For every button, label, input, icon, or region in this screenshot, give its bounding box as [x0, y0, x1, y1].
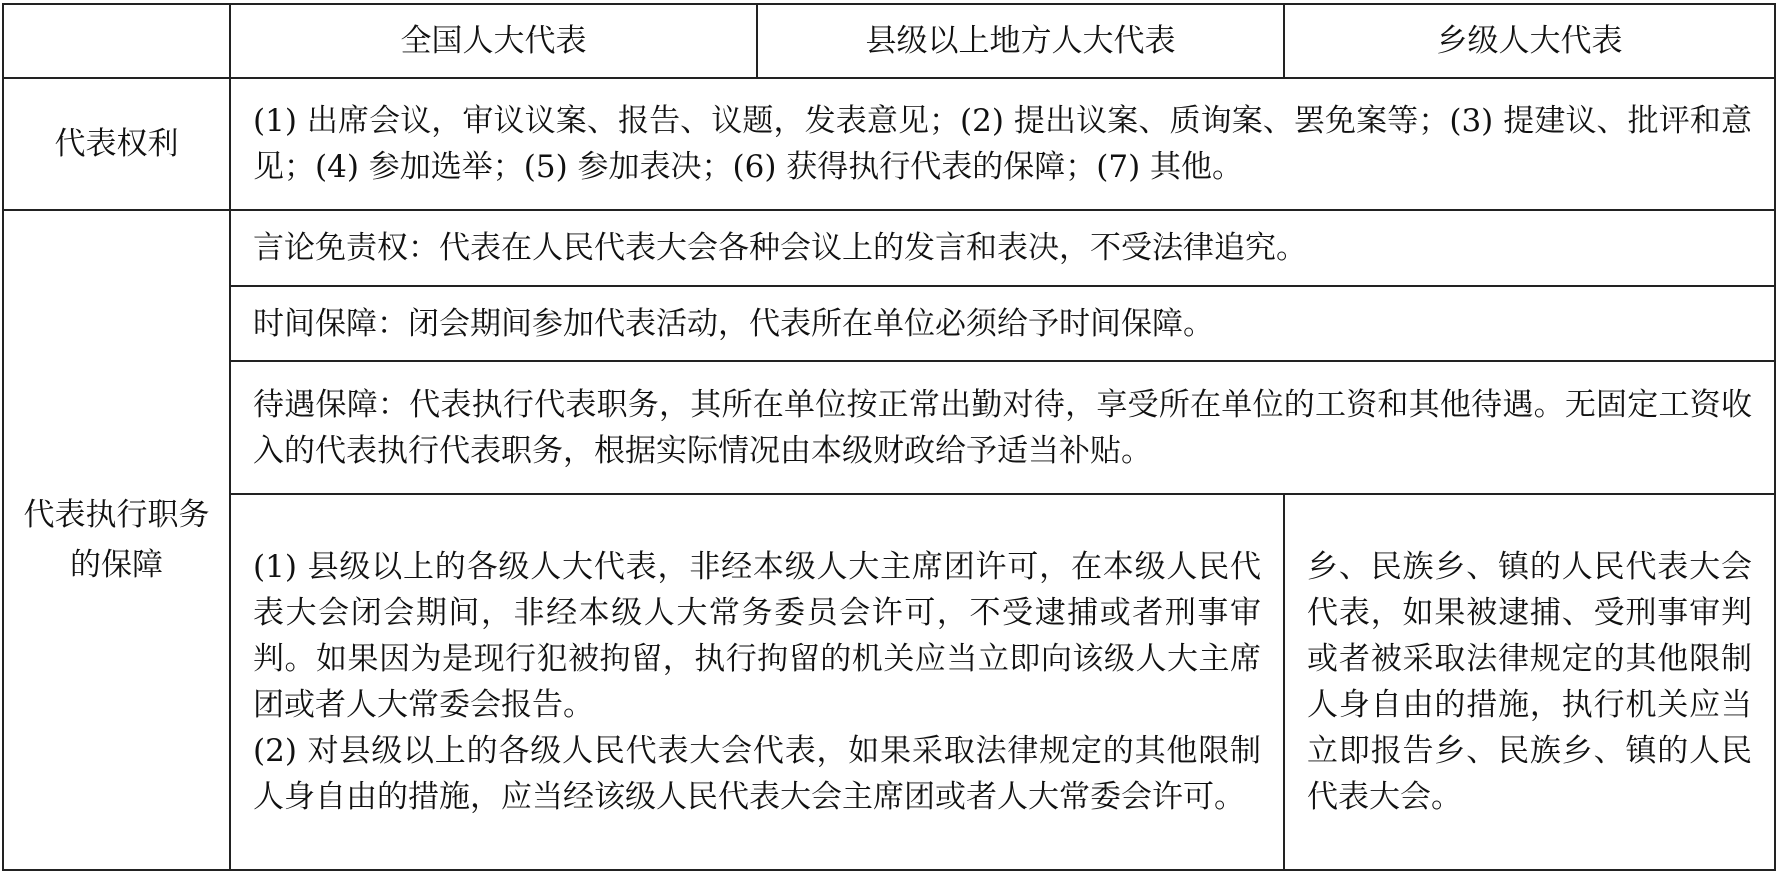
immunity-row — [3, 210, 1775, 286]
arrest-row — [3, 494, 1775, 870]
rights-text: (1) 出席会议，审议议案、报告、议题，发表意见；(2) 提出议案、质询案、罢免案等；(3) 提建议、批评和意见；(4) 参加选举；(5) 参加表决；(6) 获得执行代表的保障；(7) 其他。 — [230, 78, 1775, 210]
arrest-county-paragraph-1: (1) 县级以上的各级人大代表，非经本级人大主席团许可，在本级人民代表大会闭会期间，非经本级人大常务委员会许可，不受逮捕或者刑事审判。如果因为是现行犯被拘留，执行拘留的机关应当立即向该级人大主席团或者人大常委会报告。 — [253, 549, 1261, 723]
guarantees-label: 代表执行职务的保障 — [3, 210, 230, 870]
header-county: 县级以上地方人大代表 — [757, 4, 1284, 78]
header-township: 乡级人大代表 — [1284, 4, 1775, 78]
arrest-county-paragraph-2: (2) 对县级以上的各级人民代表大会代表，如果采取法律规定的其他限制人身自由的措施，应当经该级人民代表大会主席团或者人大常委会许可。 — [253, 733, 1261, 815]
header-national: 全国人大代表 — [230, 4, 757, 78]
header-corner-cell — [3, 4, 230, 78]
arrest-township-cell: 乡、民族乡、镇的人民代表大会代表，如果被逮捕、受刑事审判或者被采取法律规定的其他限制人身自由的措施，执行机关应当立即报告乡、民族乡、镇的人民代表大会。 — [1284, 494, 1775, 870]
time-text: 时间保障：闭会期间参加代表活动，代表所在单位必须给予时间保障。 — [230, 286, 1775, 361]
rights-label: 代表权利 — [3, 78, 230, 210]
treatment-row — [3, 361, 1775, 494]
time-row — [3, 286, 1775, 361]
header-row — [3, 4, 1775, 78]
treatment-text: 待遇保障：代表执行代表职务，其所在单位按正常出勤对待，享受所在单位的工资和其他待遇。无固定工资收入的代表执行代表职务，根据实际情况由本级财政给予适当补贴。 — [230, 361, 1775, 494]
representatives-rights-table — [2, 3, 1776, 871]
arrest-county-cell — [230, 494, 1284, 870]
rights-row — [3, 78, 1775, 210]
immunity-text: 言论免责权：代表在人民代表大会各种会议上的发言和表决，不受法律追究。 — [230, 210, 1775, 286]
